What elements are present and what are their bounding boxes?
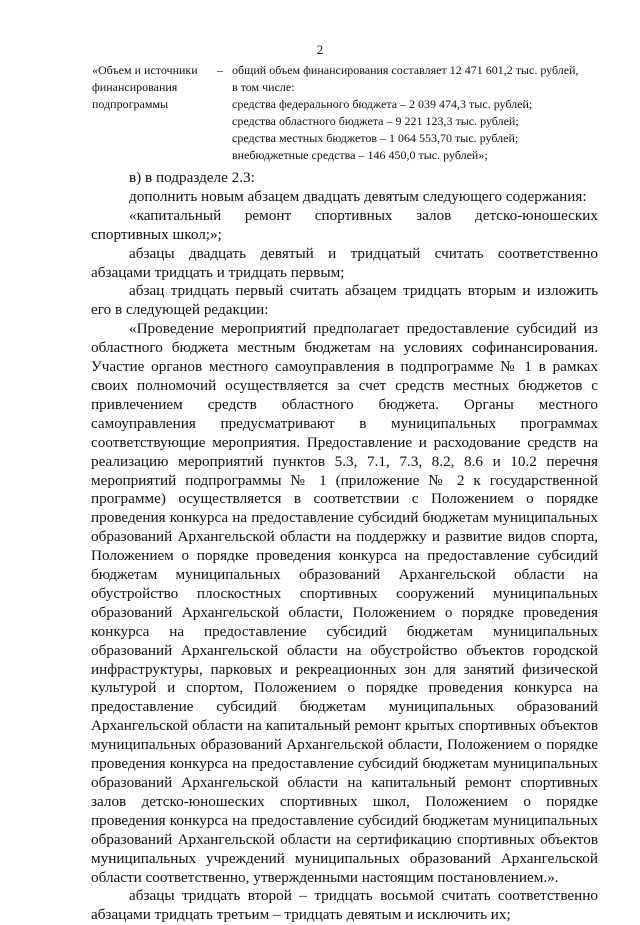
paragraph-subsection-heading: в) в подразделе 2.3:	[129, 169, 255, 186]
passport-value-line: общий объем финансирования составляет 12 471 601,2 тыс. рублей,	[232, 63, 579, 77]
paragraph-exclude: абзацы тридцать второй – тридцать восьмой считать соответственно абзацами тридцать третьим – тридцать девятым и исключить их;	[91, 887, 598, 924]
paragraph-add-instruction: дополнить новым абзацем двадцать девятым следующего содержания:	[129, 187, 587, 205]
passport-value	[232, 62, 597, 164]
passport-label-line: подпрограммы	[92, 97, 169, 111]
document-body	[91, 169, 598, 925]
passport-label	[92, 62, 227, 113]
page-number: 2	[316, 42, 324, 57]
passport-value-line: внебюджетные средства – 146 450,0 тыс. рублей»;	[232, 148, 488, 162]
paragraph-new-wording: «Проведение мероприятий предполагает предоставление субсидий из областного бюджета местным бюджетам на условиях софинансирования. Участие органов местного самоуправления в подпрограмме № 1 в рамках своих полномочий осуществляется за счет средств местных бюджетов с привлечением средств областного бюджета. Органы местного самоуправления предусматривают в муниципальных программах соответствующие мероприятия. Предоставление и расходование средств на реализацию мероприятий пунктов 5.3, 7.1, 7.3, 8.2, 8.6 и 10.2 перечня мероприятий подпрограммы № 1 (приложение № 2 к государственной программе) осуществляется в соответствии с Положением о порядке проведения конкурса на предоставление субсидий бюджетам муниципальных образований Архангельской области на поддержку и развитие видов спорта, Положением о порядке проведения конкурса на предоставление субсидий бюджетам муниципальных образований Архангельской области на обустройство плоскостных спортивных сооружений муниципальных образований Архангельской области, Положением о порядке проведения конкурса на предоставление субсидий бюджетам муниципальных образований Архангельской области на обустройство объектов городской инфраструктуры, парковых и рекреационных зон для занятий физической культурой и спортом, Положением о порядке проведения конкурса на предоставление субсидий бюджетам муниципальных образований Архангельской области на капитальный ремонт крытых спортивных объектов муниципальных образований Архангельской области, Положением о порядке проведения конкурса на предоставление субсидий бюджетам муниципальных образований Архангельской области на капитальный ремонт спортивных залов детско-юношеских спортивных школ, Положением о порядке проведения конкурса на предоставление субсидий бюджетам муниципальных образований Архангельской области на сертификацию спортивных объектов муниципальных учреждений муниципальных образований Архангельской области соответственно, утвержденными настоящим постановлением.».	[91, 320, 598, 886]
passport-label-line: финансирования	[92, 80, 178, 94]
paragraph-renumber: абзацы двадцать девятый и тридцатый считать соответственно абзацами тридцать и тридцать первым;	[91, 244, 598, 281]
passport-label-line: «Объем и источники	[92, 63, 198, 77]
passport-value-line: средства федерального бюджета – 2 039 474,3 тыс. рублей;	[232, 97, 533, 111]
passport-value-line: средства областного бюджета – 9 221 123,3 тыс. рублей;	[232, 114, 519, 128]
passport-value-line: в том числе:	[232, 80, 295, 94]
paragraph-new-item: «капитальный ремонт спортивных залов детско-юношеских спортивных школ;»;	[91, 206, 598, 243]
paragraph-edit-instruction: абзац тридцать первый считать абзацем тридцать вторым и изложить его в следующей редакции:	[91, 282, 598, 319]
passport-value-line: средства местных бюджетов – 1 064 553,70 тыс. рублей;	[232, 131, 519, 145]
passport-dash: –	[217, 63, 223, 77]
